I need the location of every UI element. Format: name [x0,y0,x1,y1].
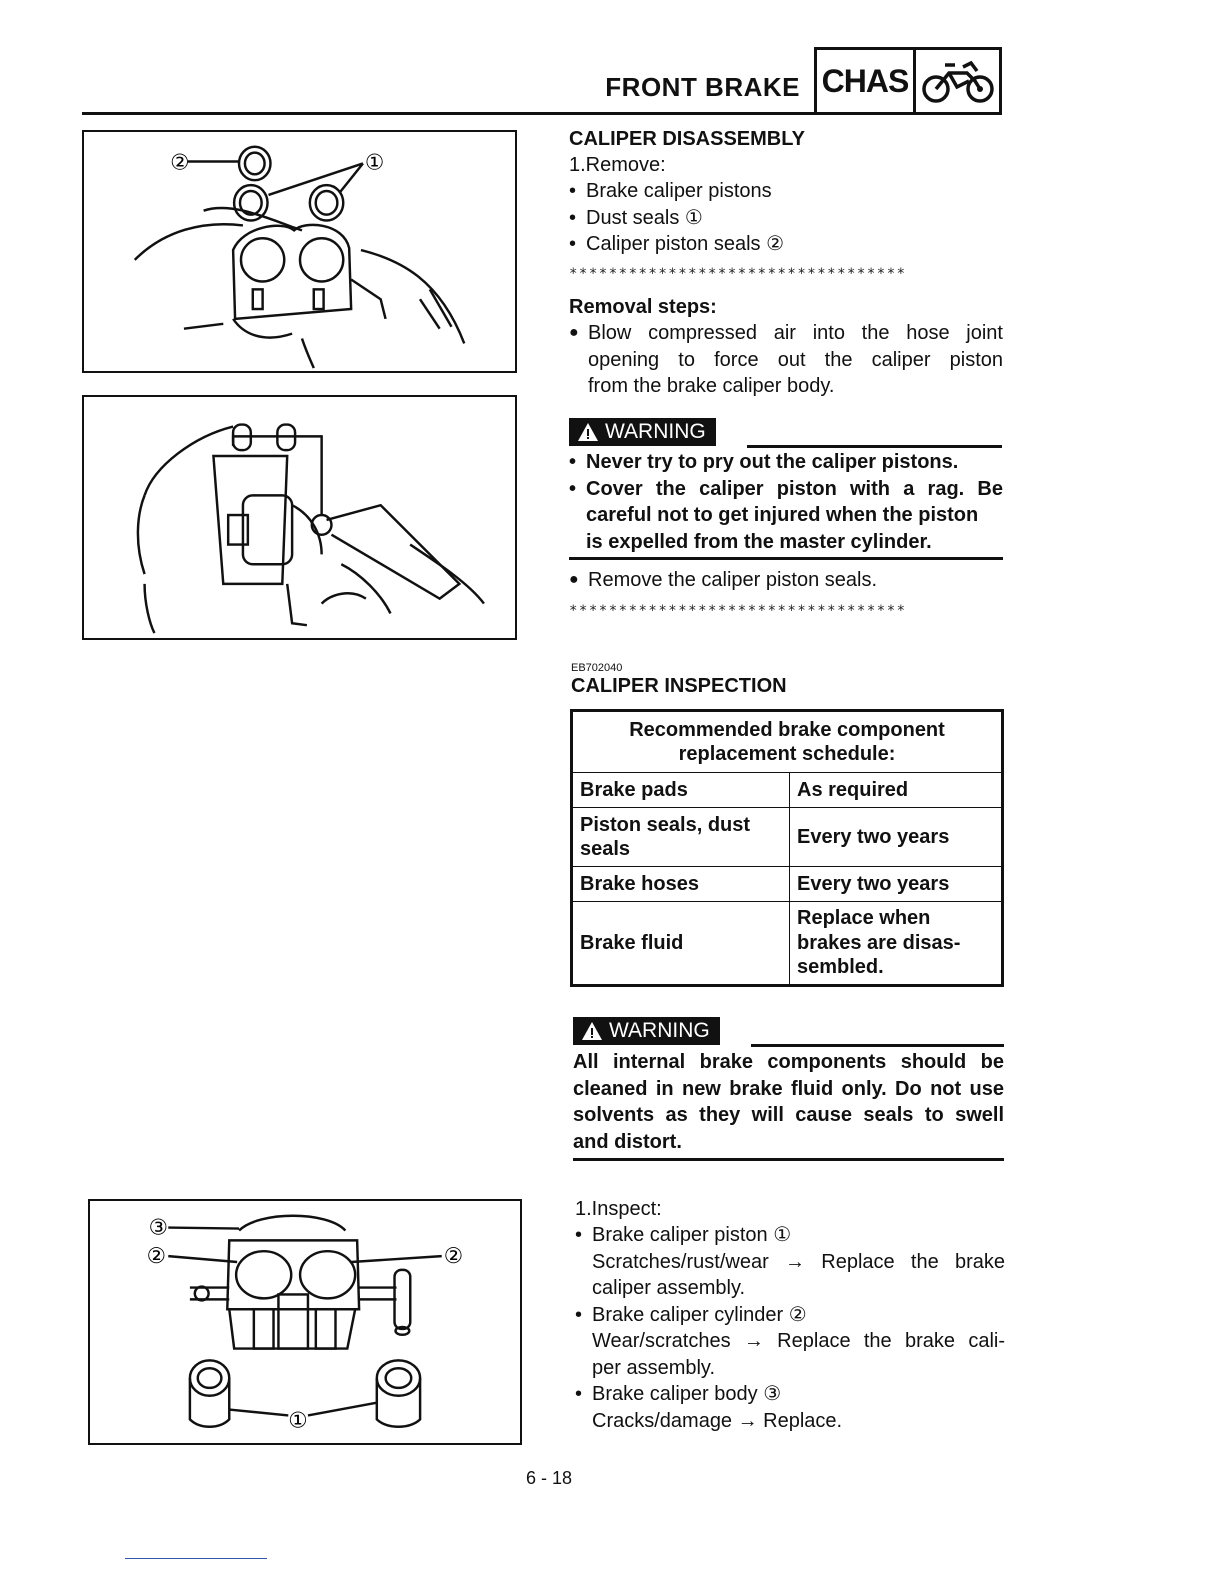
caliper-inspection-illustration [90,1201,520,1443]
table-header-row [573,712,1002,773]
stars-divider-top: ********************************** [569,266,907,282]
callout-1: ① [288,1408,308,1434]
warning-body-2: All internal brake components should be cleaned in new brake fluid only. Do not use solvents as they will cause seals to swell and distort. [573,1051,1004,1153]
inspect-items-list: • Brake caliper piston ① Scratches/rust/wear → Replace the brake caliper assembly. • Brake caliper cylinder ② Wear/scratches → Replace the brake cali- per assembly. • Brake caliper body ③ Cracks/damage → Replace. [575,1222,1005,1434]
inspect-step: 1.Inspect: [575,1198,662,1220]
disassembly-title: CALIPER DISASSEMBLY [569,128,805,150]
warning-triangle-icon [577,422,599,442]
section-code: EB702040 [571,662,623,674]
table-cell-interval: Every two years [790,808,1002,867]
page-number: 6 - 18 [526,1468,573,1488]
warning-body: • Never try to pry out the caliper pistons. • Cover the caliper piston with a rag. Be careful not to get injured when the piston is expelled from the master cylinder. [569,449,1003,555]
table-cell-interval: Replace when brakes are disas- sembled. [790,902,1002,985]
stars-divider-bottom: ********************************** [569,603,907,619]
inspect-item: • Brake caliper piston ① [575,1222,1005,1249]
callout-2-right: ② [443,1243,464,1269]
remove-step: 1.Remove: [569,154,666,176]
table-row [573,773,1002,808]
figure-compressed-air [82,395,517,640]
warning-label: WARNING [609,1019,710,1042]
remove-items-list [569,178,784,258]
callout-2-left: ② [146,1243,167,1269]
warning-triangle-icon [581,1021,603,1041]
warning-rule-top [747,445,1002,448]
warning-badge-2 [573,1017,720,1045]
caliper-seals-illustration [84,132,515,371]
table-row [573,867,1002,902]
table-cell-item: Piston seals, dust seals [573,808,790,867]
remove-item: • Caliper piston seals ② [569,231,784,258]
callout-3: ③ [148,1215,168,1241]
table-cell-interval: Every two years [790,867,1002,902]
remove-item: • Dust seals ① [569,205,784,232]
table-row [573,808,1002,867]
callout-1: ① [364,150,385,176]
footer-line [125,1558,267,1559]
inspect-item: • Brake caliper body ③ [575,1381,1005,1408]
compressed-air-illustration [84,397,515,638]
chapter-tab [814,47,1002,115]
inspection-title: CALIPER INSPECTION [571,675,787,697]
warning-badge [569,418,716,446]
table-row [573,902,1002,985]
motorcycle-icon [916,50,999,112]
table-cell-item: Brake hoses [573,867,790,902]
section-title: FRONT BRAKE [605,72,800,102]
replacement-schedule-table [570,709,1004,987]
chapter-code: CHAS [817,50,916,112]
callout-2: ② [170,150,190,176]
table-header: Recommended brake component replacement schedule: [573,712,1002,773]
removal-step: ● Blow compressed air into the hose joint opening to force out the caliper piston from the brake caliper body. [569,320,1003,400]
remove-seals-step: ● Remove the caliper piston seals. [569,567,877,594]
figure-caliper-inspection [88,1199,522,1445]
table-cell-interval: As required [790,773,1002,808]
table-cell-item: Brake fluid [573,902,790,985]
header-rule [82,112,814,115]
remove-item: • Brake caliper pistons [569,178,784,205]
figure-caliper-seals [82,130,517,373]
warning-rule-top [751,1044,1004,1047]
warning-rule-bottom [569,557,1003,560]
table-cell-item: Brake pads [573,773,790,808]
warning-label: WARNING [605,420,706,443]
inspect-item: • Brake caliper cylinder ② [575,1302,1005,1329]
removal-steps-title: Removal steps: [569,296,717,318]
warning-rule-bottom [573,1158,1004,1161]
